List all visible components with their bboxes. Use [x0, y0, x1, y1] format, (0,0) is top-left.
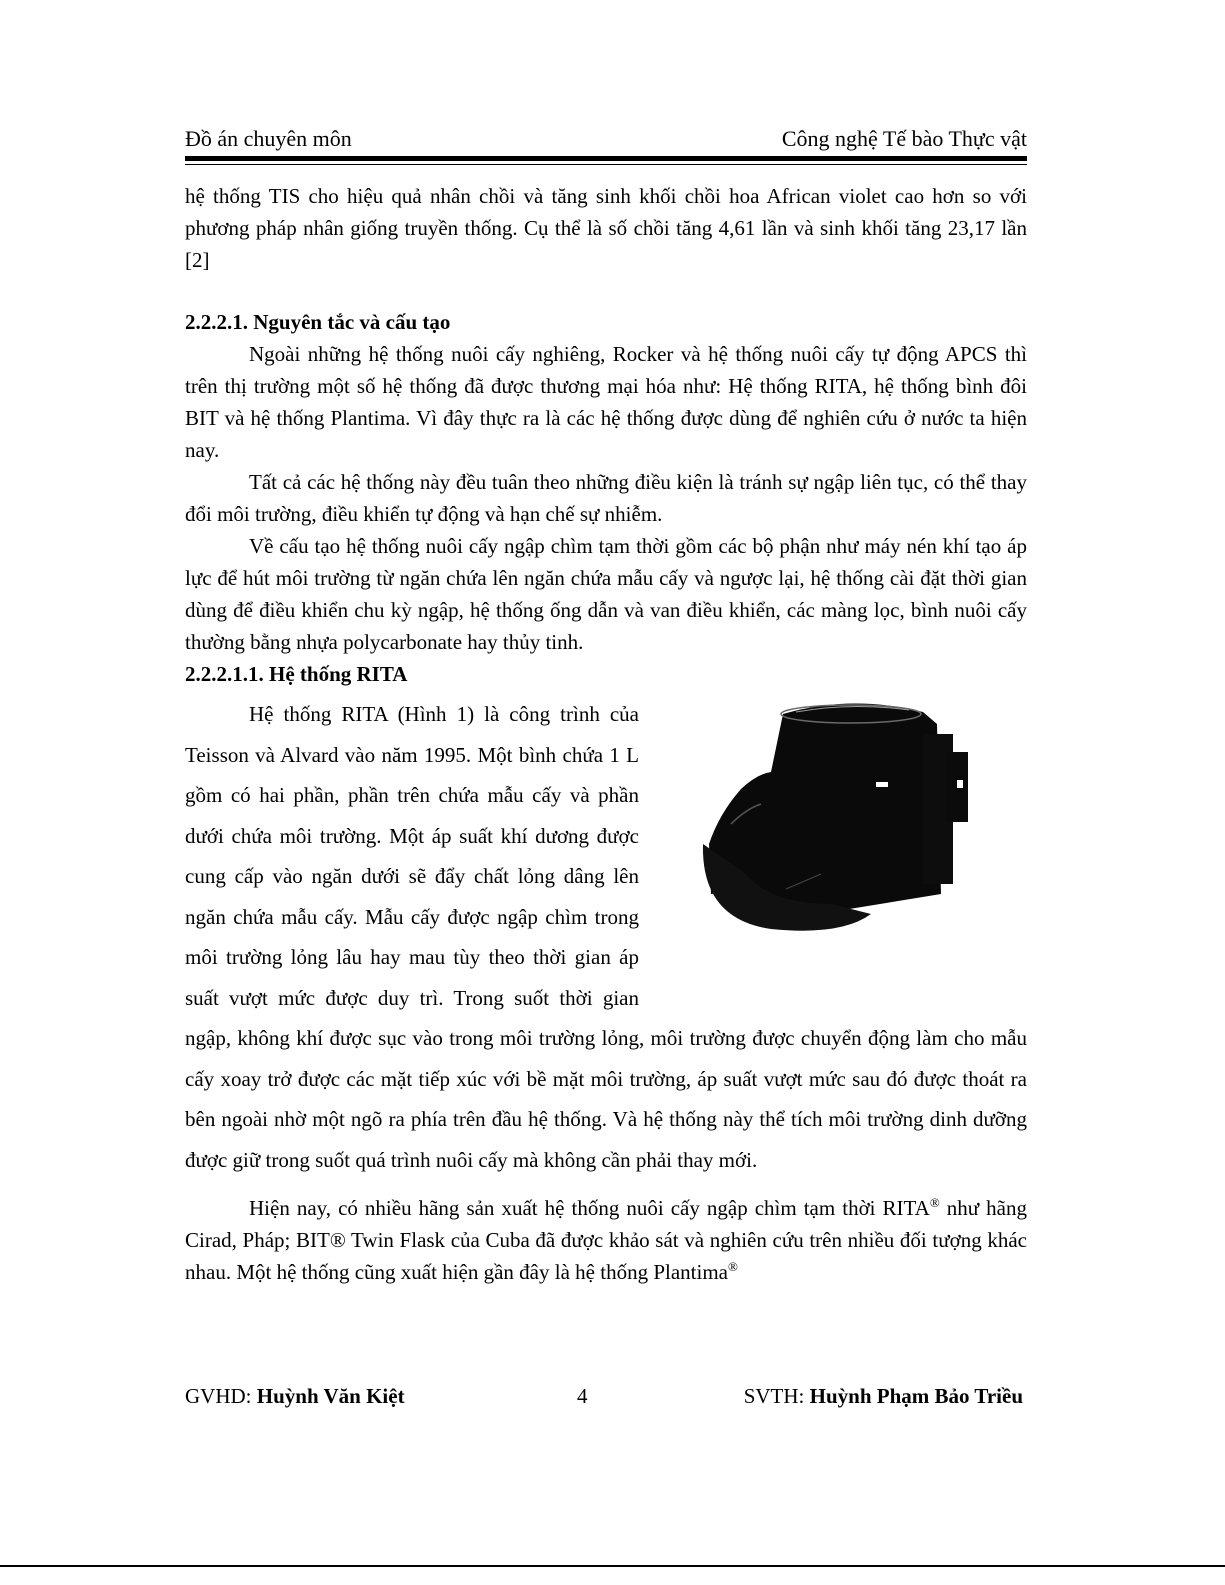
registered-mark: ®: [929, 1195, 940, 1210]
section-paragraph-1: Ngoài những hệ thống nuôi cấy nghiêng, Rocker và hệ thống nuôi cấy tự động APCS thì trên thị trường một số hệ thống đã được thương mại hóa như: Hệ thống RITA, hệ thống bình đôi BIT và hệ thống Plantima. Vì đây thực ra là các hệ thống được dùng để nghiên cứu ở nước ta hiện nay.: [185, 342, 1027, 462]
page-content: [185, 180, 1027, 1288]
section-paragraph-3: Về cấu tạo hệ thống nuôi cấy ngập chìm tạm thời gồm các bộ phận như máy nén khí tạo áp lực để hút môi trường từ ngăn chứa lên ngăn chứa mẫu cấy và ngược lại, hệ thống cài đặt thời gian dùng để điều khiển chu kỳ ngập, hệ thống ống dẫn và van điều khiển, các màng lọc, bình nuôi cấy thường bằng nhựa polycarbonate hay thủy tinh.: [185, 534, 1027, 654]
rita-vessel-image: [655, 694, 1027, 1004]
header-rule-thin: [185, 164, 1027, 165]
page-number: 4: [577, 1384, 588, 1408]
header-left-title: Đồ án chuyên môn: [185, 126, 352, 151]
rita-paragraph-2: [185, 1192, 1027, 1288]
footer-student-name: Huỳnh Phạm Bảo Triều: [809, 1384, 1023, 1408]
footer-supervisor-name: Huỳnh Văn Kiệt: [256, 1384, 405, 1408]
footer-student-label: SVTH:: [743, 1384, 810, 1408]
section-paragraph-2: Tất cả các hệ thống này đều tuân theo những điều kiện là tránh sự ngập liên tục, có thể thay đổi môi trường, điều khiển tự động và hạn chế sự nhiễm.: [185, 470, 1027, 526]
rita-block: [185, 694, 1027, 1180]
page-footer: [185, 1384, 1027, 1414]
rita-paragraph-2-part-a: Hiện nay, có nhiều hãng sản xuất hệ thống nuôi cấy ngập chìm tạm thời RITA: [249, 1196, 930, 1220]
section-heading: 2.2.2.1. Nguyên tắc và cấu tạo: [185, 310, 451, 334]
footer-supervisor: [185, 1384, 405, 1409]
registered-mark: ®: [727, 1259, 738, 1274]
footer-student: [744, 1384, 1023, 1409]
header-rule-thick: [185, 156, 1027, 161]
page-bottom-edge: [0, 1565, 1225, 1567]
rita-paragraph-1: Hệ thống RITA (Hình 1) là công trình của Teisson và Alvard vào năm 1995. Một bình chứa 1 L gồm có hai phần, phần trên chứa mẫu cấy và phần dưới chứa môi trường. Một áp suất khí dương được cung cấp vào ngăn dưới sẽ đẩy chất lỏng dâng lên ngăn chứa mẫu cấy. Mẫu cấy được ngập chìm trong môi trường lỏng lâu hay mau tùy theo thời gian áp suất vượt mức được duy trì. Trong suốt thời gian ngập, không khí được sục vào trong môi trường lỏng, môi trường được chuyển động làm cho mẫu cấy xoay trở được các mặt tiếp xúc với bề mặt môi trường, áp suất vượt mức sau đó được thoát ra bên ngoài nhờ một ngõ ra phía trên đầu hệ thống. Và hệ thống này thể tích môi trường dinh dưỡng được giữ trong suốt quá trình nuôi cấy mà không cần phải thay mới.: [185, 702, 1027, 1172]
page-header: [185, 120, 1027, 152]
header-right-title: Công nghệ Tế bào Thực vật: [781, 126, 1027, 151]
rita-heading: 2.2.2.1.1. Hệ thống RITA: [185, 662, 408, 686]
rita-vessel-illustration: [691, 694, 991, 934]
intro-paragraph: hệ thống TIS cho hiệu quả nhân chồi và tăng sinh khối chồi hoa African violet cao hơn so với phương pháp nhân giống truyền thống. Cụ thể là số chồi tăng 4,61 lần và sinh khối tăng 23,17 lần [2]: [185, 184, 1027, 272]
rita-paragraph-2-part-b: như hãng Cirad, Pháp; BIT® Twin Flask của Cuba đã được khảo sát và nghiên cứu trên nhiều đối tượng khác nhau. Một hệ thống cũng xuất hiện gần đây là hệ thống Plantima: [185, 1196, 1028, 1284]
footer-supervisor-label: GVHD:: [185, 1384, 257, 1408]
